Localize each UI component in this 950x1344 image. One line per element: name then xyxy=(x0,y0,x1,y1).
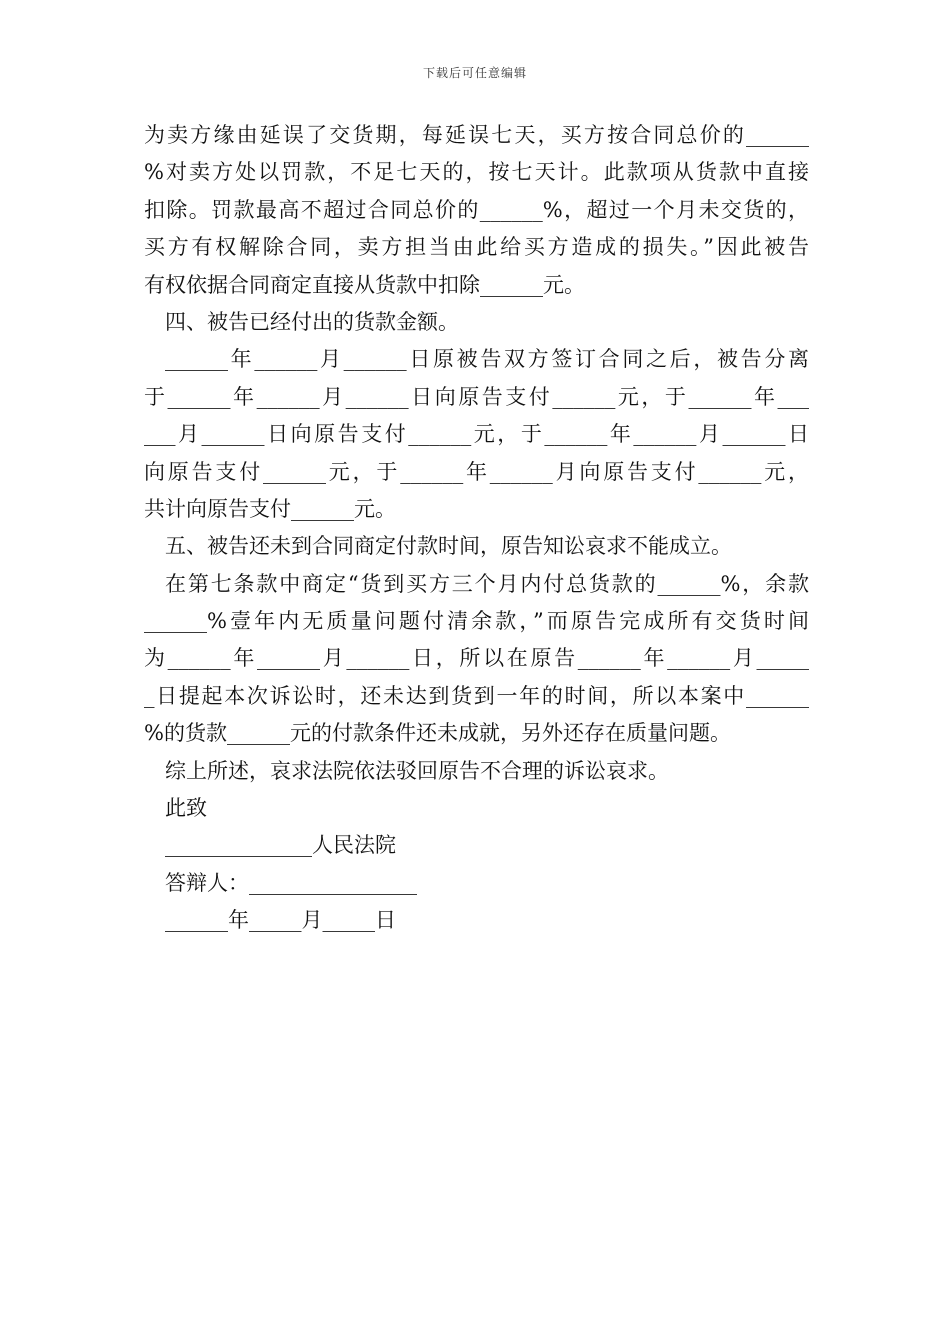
page-header: 下载后可任意编辑 xyxy=(422,66,527,80)
text-line: ___月______日向原告支付______元，于______年______月______日 xyxy=(144,422,809,447)
text-line: ______年______月______日原被告双方签订合同之后，被告分离 xyxy=(165,347,809,372)
document-body xyxy=(144,117,809,940)
text-line: 向原告支付______元，于______年______月向原告支付______元， xyxy=(144,459,809,484)
text-line: 共计向原告支付______元。 xyxy=(144,496,396,521)
respondent-line: 答辩人：________________ xyxy=(165,870,417,895)
section-heading-4: 四、被告已经付出的货款金额。 xyxy=(165,309,459,334)
text-line: 扣除。罚款最高不超过合同总价的______%，超过一个月未交货的， xyxy=(144,197,809,222)
court-line: ______________人民法院 xyxy=(165,833,396,858)
salutation-line: 此致 xyxy=(165,796,207,821)
text-line: %对卖方处以罚款，不足七天的，按七天计。此款项从货款中直接 xyxy=(144,160,809,185)
text-line: %的货款______元的付款条件还未成就，另外还存在质量问题。 xyxy=(144,721,731,746)
text-line: _日提起本次诉讼时，还未达到货到一年的时间，所以本案中______ xyxy=(144,683,809,708)
text-line: 为卖方缘由延误了交货期，每延误七天，买方按合同总价的______ xyxy=(144,123,809,147)
text-line: 于______年______月______日向原告支付______元，于______年___ xyxy=(144,384,809,409)
conclusion-line: 综上所述，哀求法院依法驳回原告不合理的诉讼哀求。 xyxy=(165,758,669,783)
text-line: 有权依据合同商定直接从货款中扣除______元。 xyxy=(144,272,585,297)
text-line: ______%壹年内无质量问题付清余款，”而原告完成所有交货时间 xyxy=(144,609,809,634)
text-line: 为______年______月______日，所以在原告______年______月_____ xyxy=(144,646,809,671)
text-line: 在第七条款中商定“货到买方三个月内付总货款的______%，余款 xyxy=(165,571,809,596)
date-line: ______年_____月_____日 xyxy=(165,908,396,933)
section-heading-5: 五、被告还未到合同商定付款时间，原告知讼哀求不能成立。 xyxy=(165,534,732,559)
text-line: 买方有权解除合同，卖方担当由此给买方造成的损失。”因此被告 xyxy=(144,235,809,260)
